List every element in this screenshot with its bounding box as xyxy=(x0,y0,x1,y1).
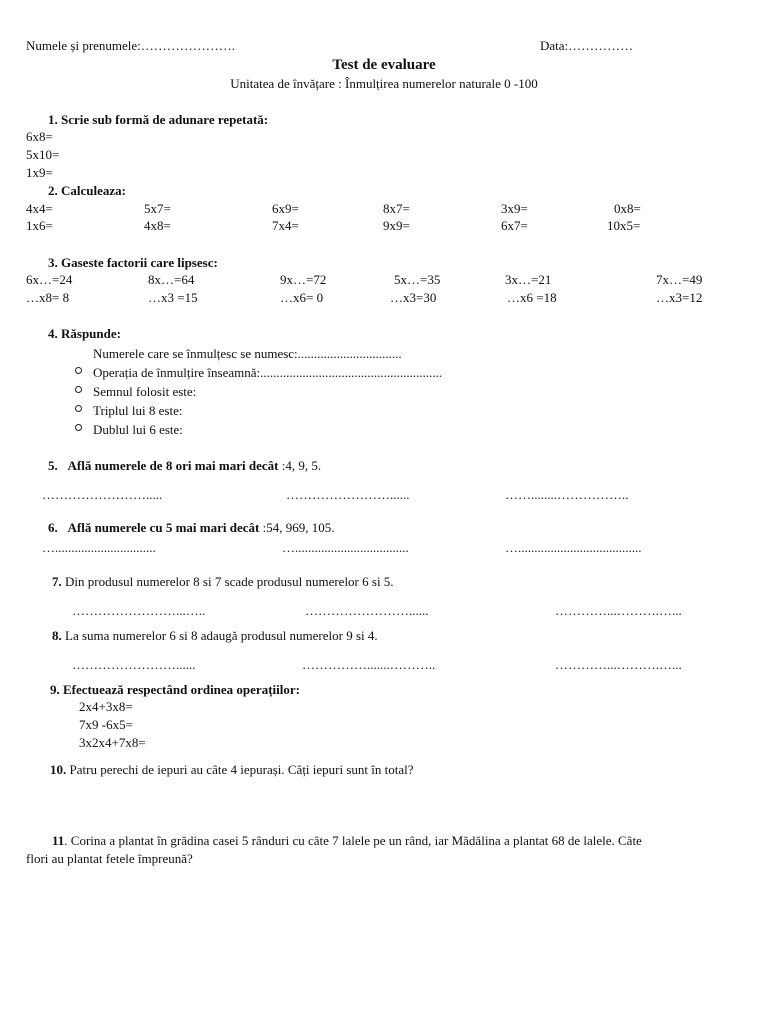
q4-item: Semnul folosit este: xyxy=(93,384,197,399)
question-number: 11 xyxy=(52,833,65,848)
question-7-text: Din produsul numerelor 8 si 7 scade produsul numerelor 6 si 5. xyxy=(61,574,394,589)
question-8-text: La suma numerelor 6 si 8 adaugă produsul numerelor 9 si 4. xyxy=(61,628,378,643)
question-1-heading: 1. Scrie sub formă de adunare repetată: xyxy=(48,112,269,127)
name-field-label: Numele și prenumele:…………………. xyxy=(26,38,236,53)
q4-item: Operația de înmulțire înseamnă:........................................................ xyxy=(93,365,443,380)
q3-item: …x6= 0 xyxy=(280,290,324,305)
q2-item: 4x4= xyxy=(26,201,53,216)
q3-item: …x3 =15 xyxy=(148,290,198,305)
answer-blank: ……………………...... xyxy=(72,657,196,672)
question-2-heading: 2. Calculeaza: xyxy=(48,183,126,198)
q3-item: 5x…=35 xyxy=(394,272,441,287)
q2-item: 0x8= xyxy=(614,201,641,216)
q2-item: 7x4= xyxy=(272,218,299,233)
question-7 xyxy=(52,574,394,590)
answer-blank: ……………………..... xyxy=(42,487,163,502)
q2-item: 5x7= xyxy=(144,201,171,216)
answer-blank: …………...……….…... xyxy=(555,603,682,618)
question-8 xyxy=(52,628,378,644)
answer-blank: …………...……….…... xyxy=(555,657,682,672)
q3-item: 9x…=72 xyxy=(280,272,327,287)
question-5-text: Află numerele de 8 ori mai mari decât xyxy=(67,458,279,473)
q9-item: 2x4+3x8= xyxy=(79,699,133,714)
question-number: 7. xyxy=(52,574,62,589)
question-4-heading: 4. Răspunde: xyxy=(48,326,121,341)
q9-item: 7x9 -6x5= xyxy=(79,717,133,732)
q2-item: 3x9= xyxy=(501,201,528,216)
question-6-numbers: :54, 969, 105. xyxy=(259,520,335,535)
question-5 xyxy=(48,458,321,474)
question-number: 10. xyxy=(50,762,67,777)
answer-blank: …................................... xyxy=(282,540,409,555)
question-10 xyxy=(50,762,414,778)
q3-item: 3x…=21 xyxy=(505,272,552,287)
question-6-text: Află numerele cu 5 mai mari decât xyxy=(67,520,260,535)
bullet-icon xyxy=(75,386,82,393)
answer-blank: ……………………...... xyxy=(286,487,410,502)
answer-blank: ……........…………….. xyxy=(505,487,629,502)
q2-item: 10x5= xyxy=(607,218,641,233)
bullet-icon xyxy=(75,367,82,374)
question-number: 8. xyxy=(52,628,62,643)
question-number: 6. xyxy=(48,520,58,535)
question-10-text: Patru perechi de iepuri au câte 4 iepurași. Câți iepuri sunt în total? xyxy=(66,762,414,777)
q2-item: 4x8= xyxy=(144,218,171,233)
page-subtitle: Unitatea de învățare : Înmulțirea numerelor naturale 0 -100 xyxy=(230,76,538,91)
q2-item: 9x9= xyxy=(383,218,410,233)
bullet-icon xyxy=(75,405,82,412)
q3-item: …x3=30 xyxy=(390,290,437,305)
question-6 xyxy=(48,520,334,536)
q2-item: 6x9= xyxy=(272,201,299,216)
q1-item: 5x10= xyxy=(26,147,60,162)
question-11 xyxy=(52,833,642,849)
question-number: 5. xyxy=(48,458,58,473)
q1-item: 1x9= xyxy=(26,165,53,180)
q2-item: 8x7= xyxy=(383,201,410,216)
question-3-heading: 3. Gaseste factorii care lipsesc: xyxy=(48,255,218,270)
page-title: Test de evaluare xyxy=(332,57,436,73)
q1-item: 6x8= xyxy=(26,129,53,144)
answer-blank: ……………………...….. xyxy=(72,603,206,618)
q4-item: Triplul lui 8 este: xyxy=(93,403,183,418)
answer-blank: ……………………...... xyxy=(305,603,429,618)
question-11-text: . Corina a plantat în grădina casei 5 rânduri cu câte 7 lalele pe un rând, iar Mădălina a plantat 68 de lalele. Câte xyxy=(64,833,642,848)
q3-item: …x3=12 xyxy=(656,290,703,305)
date-field-label: Data:…………… xyxy=(540,38,634,53)
q3-item: 7x…=49 xyxy=(656,272,703,287)
question-9-heading: 9. Efectuează respectând ordinea operațiilor: xyxy=(50,682,300,697)
q3-item: 6x…=24 xyxy=(26,272,73,287)
q3-item: …x6 =18 xyxy=(507,290,557,305)
answer-blank: …...................................... xyxy=(505,540,642,555)
question-5-numbers: :4, 9, 5. xyxy=(278,458,322,473)
q4-intro: Numerele care se înmulțesc se numesc:................................ xyxy=(93,346,402,361)
answer-blank: …............................... xyxy=(42,540,156,555)
q3-item: …x8= 8 xyxy=(26,290,70,305)
q9-item: 3x2x4+7x8= xyxy=(79,735,146,750)
q2-item: 6x7= xyxy=(501,218,528,233)
q3-item: 8x…=64 xyxy=(148,272,195,287)
bullet-icon xyxy=(75,424,82,431)
question-11-text-continued: flori au plantat fetele împreună? xyxy=(26,851,193,866)
q4-item: Dublul lui 6 este: xyxy=(93,422,183,437)
answer-blank: …………….......……….. xyxy=(302,657,436,672)
q2-item: 1x6= xyxy=(26,218,53,233)
